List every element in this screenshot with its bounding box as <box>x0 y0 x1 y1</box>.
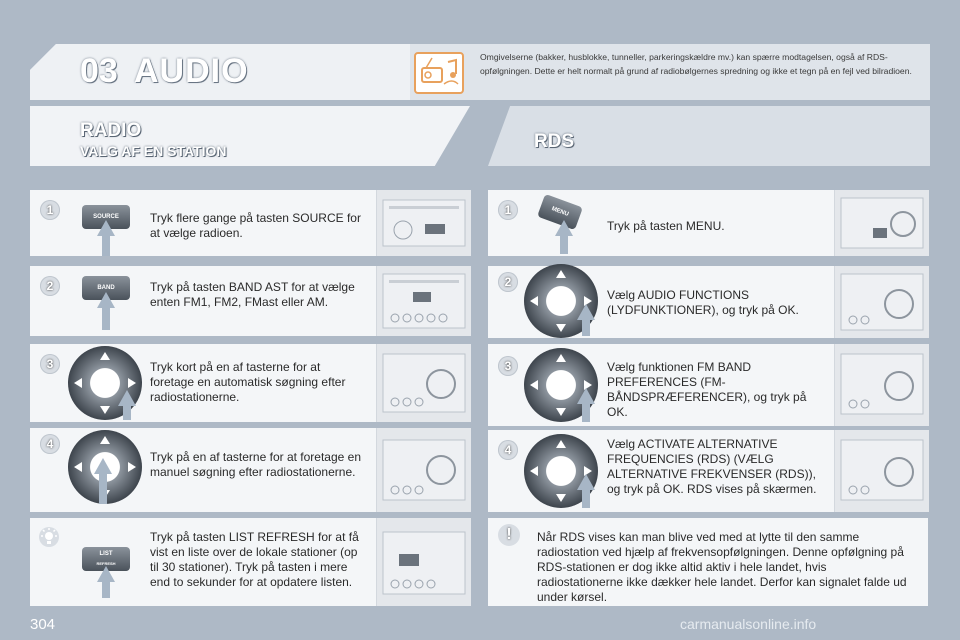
step-text: Tryk på tasten MENU. <box>607 219 725 233</box>
step-number: 4 <box>40 434 60 454</box>
arrow-stem <box>582 490 590 508</box>
arrow-stem <box>582 404 590 422</box>
arrow-up-icon <box>577 474 595 490</box>
radio-panel-illustration <box>376 344 471 422</box>
chapter-number: 03 <box>80 52 118 90</box>
arrow-up-icon <box>555 220 573 236</box>
radio-panel-illustration <box>834 430 929 512</box>
step-number: 2 <box>498 272 518 292</box>
arrow-stem <box>102 582 110 598</box>
watermark: carmanualsonline.info <box>680 616 817 632</box>
step-text: Tryk på tasten BAND AST for at vælge enten FM1, FM2, FMast eller AM. <box>150 280 355 309</box>
radio-panel-illustration <box>376 518 471 606</box>
arrow-stem <box>123 406 131 420</box>
arrow-up-icon <box>97 220 115 236</box>
step-text: Vælg funktionen FM BAND PREFERENCES (FM-BÅNDSPRÆFERENCER), og tryk på OK. <box>607 360 807 419</box>
radio-panel-illustration <box>834 344 929 426</box>
arrow-up-icon <box>118 390 136 406</box>
menu-key-icon: MENU <box>537 194 583 230</box>
arrow-up-icon <box>577 304 595 320</box>
note-text: Når RDS vises kan man blive ved med at lytte til den samme radiostation ved hjælp af frekvensopfølgningen. Denne opfølgning på RDS-stationen er dog ikke altid aktiv i hele landet, hvis radiostationerne ikke dækker hele landet. Derfor kan signalet falde ud under kørsel. <box>537 530 907 604</box>
tip-text: Tryk på tasten LIST REFRESH for at få vist en liste over de lokale stationer (op til 30 stationer). Tryk på tasten i mere end to sekunder for at opdatere listen. <box>150 530 359 589</box>
radio-panel-illustration <box>376 428 471 512</box>
step-number: 3 <box>498 356 518 376</box>
radio-panel-illustration <box>376 190 471 256</box>
arrow-stem <box>102 308 110 330</box>
step-number: 3 <box>40 354 60 374</box>
radio-panel-illustration <box>376 266 471 336</box>
page-number: 304 <box>30 616 56 633</box>
band-key-icon: BAND <box>82 276 130 300</box>
arrow-up-icon <box>577 388 595 404</box>
step-text: Tryk flere gange på tasten SOURCE for at vælge radioen. <box>150 211 361 240</box>
arrow-up-icon <box>94 458 112 474</box>
step-text: Tryk på en af tasterne for at foretage en manuel søgning efter radiostationerne. <box>150 450 362 479</box>
step-number: 4 <box>498 440 518 460</box>
arrow-stem <box>102 236 110 256</box>
step-text: Vælg AUDIO FUNCTIONS (LYDFUNKTIONER), og tryk på OK. <box>607 288 799 317</box>
chapter-title: AUDIO <box>134 52 249 90</box>
arrow-stem <box>99 474 107 504</box>
refresh-key-label: REFRESH <box>96 561 116 566</box>
step-number: 2 <box>40 276 60 296</box>
intro-text: Omgivelserne (bakker, husblokke, tunneller, parkeringskældre mv.) kan spærre modtagelsen, også af RDS-opfølgningen. Dette er helt normalt på grund af radiobølgernes spredning og ikke et tegn på en fejl ved bilradioen. <box>480 52 912 76</box>
audio-chapter-icon <box>414 52 464 94</box>
step-number: 1 <box>40 200 60 220</box>
step-text: Vælg ACTIVATE ALTERNATIVE FREQUENCIES (RDS) (VÆLG ALTERNATIVE FREKVENSER (RDS)), og tryk på OK. RDS vises på skærmen. <box>607 437 817 496</box>
warning-icon: ! <box>498 524 520 546</box>
list-key-label: LIST <box>99 551 113 557</box>
arrow-stem <box>582 320 590 336</box>
radio-subtitle: VALG AF EN STATION <box>80 143 227 159</box>
arrow-up-icon <box>97 292 115 308</box>
step-number: 1 <box>498 200 518 220</box>
rds-title: RDS <box>534 131 575 152</box>
arrow-up-icon <box>97 566 115 582</box>
source-key-icon: SOURCE <box>82 205 130 229</box>
radio-panel-illustration <box>834 190 929 256</box>
arrow-stem <box>560 236 568 254</box>
radio-title: RADIO <box>80 120 142 141</box>
step-text: Tryk kort på en af tasterne for at foretage en automatisk søgning efter radiostationerne. <box>150 360 346 404</box>
radio-panel-illustration <box>834 266 929 338</box>
lightbulb-tip-icon <box>38 526 60 548</box>
